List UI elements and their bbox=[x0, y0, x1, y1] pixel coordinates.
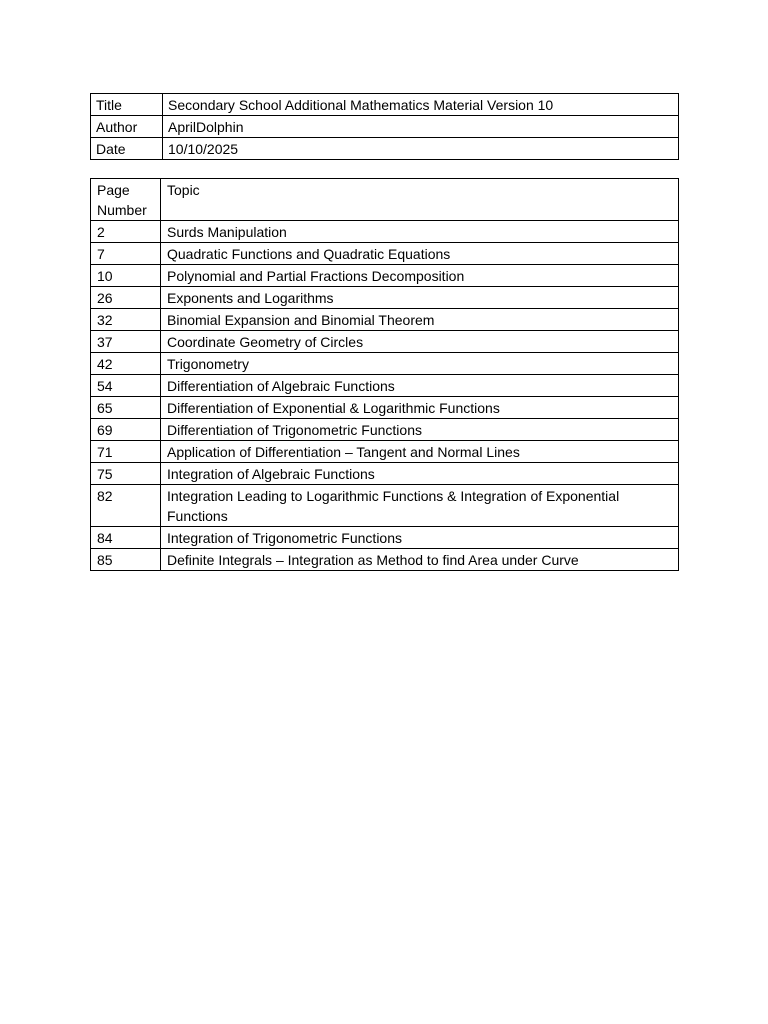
info-label: Title bbox=[91, 94, 163, 116]
page-number-cell: 42 bbox=[91, 353, 161, 375]
page-number-cell: 7 bbox=[91, 243, 161, 265]
table-of-contents bbox=[90, 178, 679, 571]
info-value: Secondary School Additional Mathematics Material Version 10 bbox=[163, 94, 679, 116]
topic-cell: Exponents and Logarithms bbox=[161, 287, 679, 309]
document-info-table bbox=[90, 93, 679, 160]
info-label: Author bbox=[91, 116, 163, 138]
page-number-cell: 2 bbox=[91, 221, 161, 243]
topic-cell: Integration of Algebraic Functions bbox=[161, 463, 679, 485]
page-number-cell: 37 bbox=[91, 331, 161, 353]
toc-rows bbox=[91, 221, 679, 571]
page-number-cell: 75 bbox=[91, 463, 161, 485]
page-number-cell: 54 bbox=[91, 375, 161, 397]
table-row bbox=[91, 419, 679, 441]
topic-cell: Integration Leading to Logarithmic Functions & Integration of Exponential Functions bbox=[161, 485, 679, 527]
topic-cell: Application of Differentiation – Tangent and Normal Lines bbox=[161, 441, 679, 463]
topic-cell: Trigonometry bbox=[161, 353, 679, 375]
page-number-cell: 82 bbox=[91, 485, 161, 527]
table-row bbox=[91, 441, 679, 463]
topic-cell: Differentiation of Algebraic Functions bbox=[161, 375, 679, 397]
table-row bbox=[91, 309, 679, 331]
page-number-cell: 84 bbox=[91, 527, 161, 549]
topic-cell: Differentiation of Exponential & Logarithmic Functions bbox=[161, 397, 679, 419]
table-row bbox=[91, 463, 679, 485]
toc-header-row bbox=[91, 179, 679, 221]
info-value: 10/10/2025 bbox=[163, 138, 679, 160]
info-row-title bbox=[91, 94, 679, 116]
topic-cell: Binomial Expansion and Binomial Theorem bbox=[161, 309, 679, 331]
page-number-cell: 26 bbox=[91, 287, 161, 309]
table-row bbox=[91, 243, 679, 265]
table-row bbox=[91, 331, 679, 353]
page-number-cell: 69 bbox=[91, 419, 161, 441]
table-row bbox=[91, 375, 679, 397]
table-row bbox=[91, 265, 679, 287]
table-row bbox=[91, 485, 679, 527]
table-row bbox=[91, 221, 679, 243]
topic-cell: Integration of Trigonometric Functions bbox=[161, 527, 679, 549]
table-row bbox=[91, 287, 679, 309]
page-number-cell: 65 bbox=[91, 397, 161, 419]
info-label: Date bbox=[91, 138, 163, 160]
topic-cell: Coordinate Geometry of Circles bbox=[161, 331, 679, 353]
table-row bbox=[91, 527, 679, 549]
page-number-cell: 32 bbox=[91, 309, 161, 331]
info-row-date bbox=[91, 138, 679, 160]
topic-cell: Differentiation of Trigonometric Functions bbox=[161, 419, 679, 441]
column-header-page-number: Page Number bbox=[91, 179, 161, 221]
table-row bbox=[91, 549, 679, 571]
page-number-cell: 10 bbox=[91, 265, 161, 287]
column-header-topic: Topic bbox=[161, 179, 679, 221]
topic-cell: Quadratic Functions and Quadratic Equations bbox=[161, 243, 679, 265]
info-value: AprilDolphin bbox=[163, 116, 679, 138]
topic-cell: Surds Manipulation bbox=[161, 221, 679, 243]
info-row-author bbox=[91, 116, 679, 138]
topic-cell: Definite Integrals – Integration as Method to find Area under Curve bbox=[161, 549, 679, 571]
page-number-cell: 71 bbox=[91, 441, 161, 463]
table-row bbox=[91, 353, 679, 375]
topic-cell: Polynomial and Partial Fractions Decomposition bbox=[161, 265, 679, 287]
table-row bbox=[91, 397, 679, 419]
page-number-cell: 85 bbox=[91, 549, 161, 571]
